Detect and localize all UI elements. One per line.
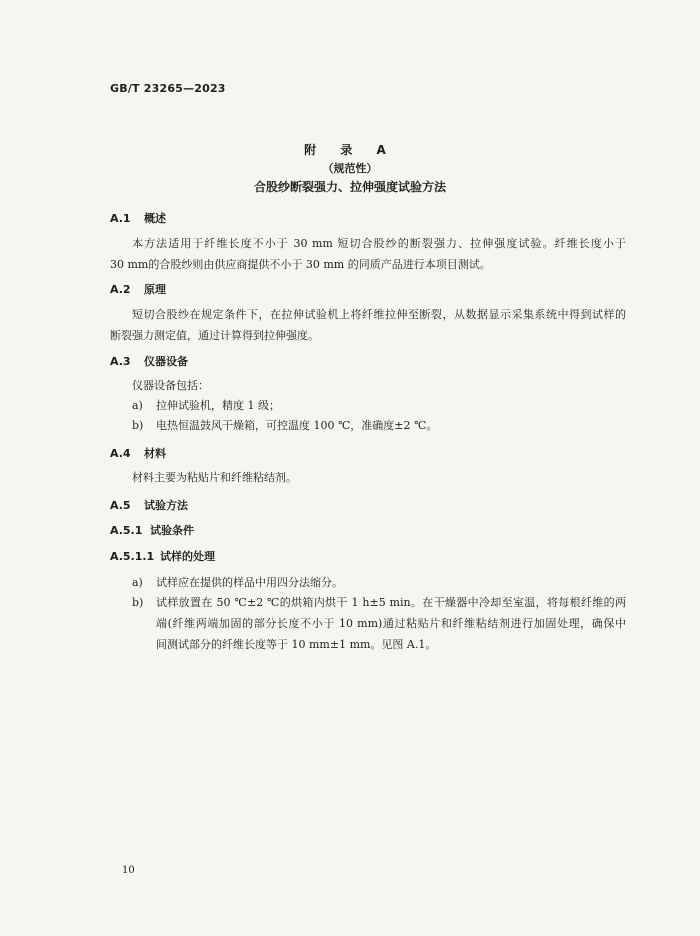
section-heading-a4 <box>110 445 166 461</box>
paragraph-a4 <box>110 467 626 488</box>
section-heading-a5 <box>110 497 188 513</box>
section-title: 试样的处理 <box>160 550 215 563</box>
section-number: A.5.1.1 <box>110 550 155 563</box>
paragraph-a1 <box>110 233 626 275</box>
section-title: 试验条件 <box>150 524 194 537</box>
annex-type: （规范性） <box>322 162 378 175</box>
annex-title: 附 录 A <box>304 143 396 157</box>
list-item-text: 间测试部分的纤维长度等于 10 mm±1 mm。见图 A.1。 <box>156 638 437 651</box>
section-heading-a2 <box>110 281 166 297</box>
list-item-label: a) <box>132 576 143 589</box>
list-item-label: b) <box>132 419 144 432</box>
section-heading-a1 <box>110 210 166 226</box>
section-title: 材料 <box>144 447 166 460</box>
paragraph-line: 断裂强力测定值，通过计算得到拉伸强度。 <box>110 329 319 342</box>
list-item-label: b) <box>132 596 144 609</box>
paragraph-a3-intro <box>110 375 626 396</box>
section-title: 概述 <box>144 212 166 225</box>
section-number: A.5 <box>110 499 131 512</box>
section-number: A.5.1 <box>110 524 143 537</box>
section-heading-a5-1-1 <box>110 548 215 564</box>
paragraph-a2 <box>110 304 626 346</box>
section-heading-a3 <box>110 353 188 369</box>
list-item-text: 端(纤维两端加固的部分长度不小于 10 mm)通过粘贴片和纤维粘结剂进行加固处理，确保中 <box>156 617 626 630</box>
section-heading-a5-1 <box>110 522 194 538</box>
list-item-text: 试样放置在 50 ℃±2 ℃的烘箱内烘干 1 h±5 min。在干燥器中冷却至室温，将每根纤维的两 <box>156 596 626 609</box>
paragraph-line: 材料主要为粘贴片和纤维粘结剂。 <box>132 471 297 484</box>
paragraph-line: 30 mm的合股纱则由供应商提供不小于 30 mm 的同质产品进行本项目测试。 <box>110 258 491 271</box>
section-number: A.3 <box>110 355 131 368</box>
section-title: 试验方法 <box>144 499 188 512</box>
list-item-label: a) <box>132 399 143 412</box>
paragraph-line: 仪器设备包括： <box>132 379 209 392</box>
page-number: 10 <box>122 865 135 876</box>
section-number: A.1 <box>110 212 131 225</box>
section-title: 仪器设备 <box>144 355 188 368</box>
paragraph-line: 本方法适用于纤维长度不小于 30 mm 短切合股纱的断裂强力、拉伸强度试验。纤维长度小于 <box>132 237 626 250</box>
list-item-text: 拉伸试验机，精度 1 级； <box>156 399 280 412</box>
section-title: 原理 <box>144 283 166 296</box>
section-number: A.4 <box>110 447 131 460</box>
list-item-text: 试样应在提供的样品中用四分法缩分。 <box>156 576 343 589</box>
standard-code: GB/T 23265—2023 <box>110 82 226 95</box>
section-number: A.2 <box>110 283 131 296</box>
paragraph-line: 短切合股纱在规定条件下，在拉伸试验机上将纤维拉伸至断裂，从数据显示采集系统中得到试样的 <box>132 308 626 321</box>
annex-name: 合股纱断裂强力、拉伸强度试验方法 <box>253 180 446 194</box>
list-item-text: 电热恒温鼓风干燥箱，可控温度 100 ℃，准确度±2 ℃。 <box>156 419 438 432</box>
